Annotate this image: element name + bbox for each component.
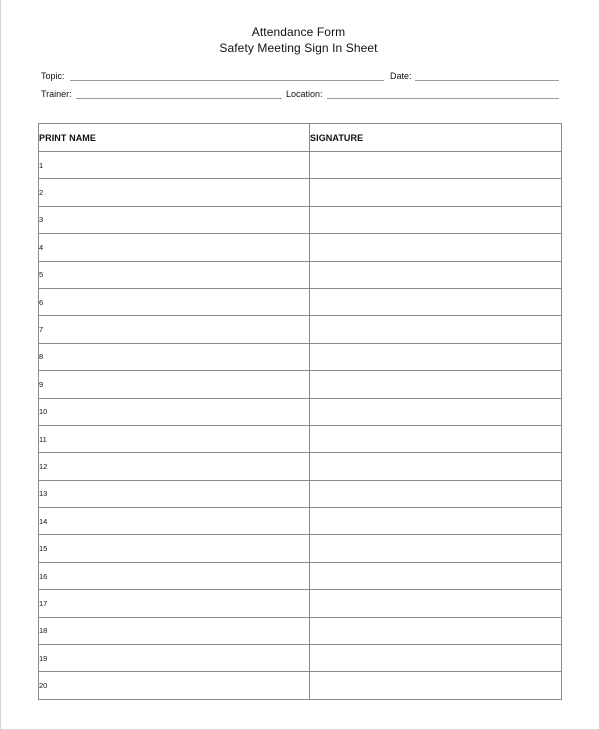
row-number: 19: [39, 653, 48, 663]
signature-cell[interactable]: [310, 179, 562, 206]
row-number: 15: [39, 544, 48, 554]
form-title: Attendance Form: [251, 25, 346, 39]
row-number: 20: [39, 681, 48, 691]
column-header-print-name: PRINT NAME: [39, 124, 310, 152]
signature-cell[interactable]: [310, 206, 562, 233]
print-name-cell[interactable]: [39, 179, 310, 206]
row-number: 8: [39, 352, 44, 362]
signature-cell[interactable]: [310, 590, 562, 617]
table-row: [39, 508, 562, 535]
form-header: [1, 24, 600, 56]
row-number: 1: [39, 160, 44, 170]
location-label: Location:: [286, 89, 323, 99]
print-name-cell[interactable]: [39, 562, 310, 589]
table-row: [39, 261, 562, 288]
row-number: 11: [39, 434, 47, 444]
row-number: 12: [39, 461, 48, 471]
print-name-cell[interactable]: [39, 535, 310, 562]
table-row: [39, 398, 562, 425]
topic-line[interactable]: [70, 80, 384, 81]
table-row: [39, 672, 562, 699]
print-name-cell[interactable]: [39, 672, 310, 699]
attendance-table: [38, 123, 562, 700]
table-row: [39, 617, 562, 644]
table-row: [39, 343, 562, 370]
print-name-cell[interactable]: [39, 453, 310, 480]
form-subtitle: Safety Meeting Sign In Sheet: [219, 41, 378, 55]
trainer-line[interactable]: [76, 98, 282, 99]
date-line[interactable]: [415, 80, 559, 81]
signature-cell[interactable]: [310, 316, 562, 343]
table-row: [39, 288, 562, 315]
signature-cell[interactable]: [310, 288, 562, 315]
row-number: 9: [39, 379, 44, 389]
table-row: [39, 206, 562, 233]
row-number: 7: [39, 325, 44, 335]
signature-cell[interactable]: [310, 425, 562, 452]
table-header-row: [39, 124, 562, 152]
signature-cell[interactable]: [310, 261, 562, 288]
print-name-cell[interactable]: [39, 261, 310, 288]
table-row: [39, 645, 562, 672]
table-row: [39, 425, 562, 452]
row-number: 3: [39, 215, 44, 225]
signature-cell[interactable]: [310, 371, 562, 398]
signature-cell[interactable]: [310, 562, 562, 589]
date-label: Date:: [390, 71, 412, 81]
print-name-cell[interactable]: [39, 425, 310, 452]
row-number: 18: [39, 626, 48, 636]
print-name-cell[interactable]: [39, 288, 310, 315]
trainer-label: Trainer:: [41, 89, 72, 99]
table-row: [39, 316, 562, 343]
signature-cell[interactable]: [310, 672, 562, 699]
topic-label: Topic:: [41, 71, 65, 81]
print-name-cell[interactable]: [39, 645, 310, 672]
print-name-cell[interactable]: [39, 206, 310, 233]
table-row: [39, 179, 562, 206]
row-number: 17: [39, 598, 48, 608]
row-number: 6: [39, 297, 44, 307]
print-name-cell[interactable]: [39, 234, 310, 261]
row-number: 2: [39, 188, 44, 198]
signature-cell[interactable]: [310, 535, 562, 562]
table-row: [39, 480, 562, 507]
row-number: 5: [39, 270, 44, 280]
print-name-cell[interactable]: [39, 343, 310, 370]
print-name-cell[interactable]: [39, 316, 310, 343]
signature-cell[interactable]: [310, 152, 562, 179]
signature-cell[interactable]: [310, 617, 562, 644]
signature-cell[interactable]: [310, 398, 562, 425]
signature-cell[interactable]: [310, 645, 562, 672]
signature-cell[interactable]: [310, 453, 562, 480]
column-header-signature: SIGNATURE: [310, 124, 562, 152]
trainer-location-row: [41, 86, 559, 100]
print-name-cell[interactable]: [39, 480, 310, 507]
table-row: [39, 234, 562, 261]
print-name-cell[interactable]: [39, 371, 310, 398]
signature-cell[interactable]: [310, 480, 562, 507]
table-row: [39, 562, 562, 589]
row-number: 13: [39, 489, 48, 499]
topic-date-row: [41, 68, 559, 82]
table-row: [39, 590, 562, 617]
row-number: 14: [39, 516, 48, 526]
print-name-cell[interactable]: [39, 617, 310, 644]
signature-cell[interactable]: [310, 234, 562, 261]
row-number: 4: [39, 242, 44, 252]
signature-cell[interactable]: [310, 508, 562, 535]
print-name-cell[interactable]: [39, 152, 310, 179]
print-name-cell[interactable]: [39, 398, 310, 425]
table-row: [39, 535, 562, 562]
print-name-cell[interactable]: [39, 508, 310, 535]
table-row: [39, 371, 562, 398]
location-line[interactable]: [327, 98, 559, 99]
table-row: [39, 152, 562, 179]
table-row: [39, 453, 562, 480]
print-name-cell[interactable]: [39, 590, 310, 617]
row-number: 16: [39, 571, 48, 581]
row-number: 10: [39, 407, 48, 417]
signature-cell[interactable]: [310, 343, 562, 370]
